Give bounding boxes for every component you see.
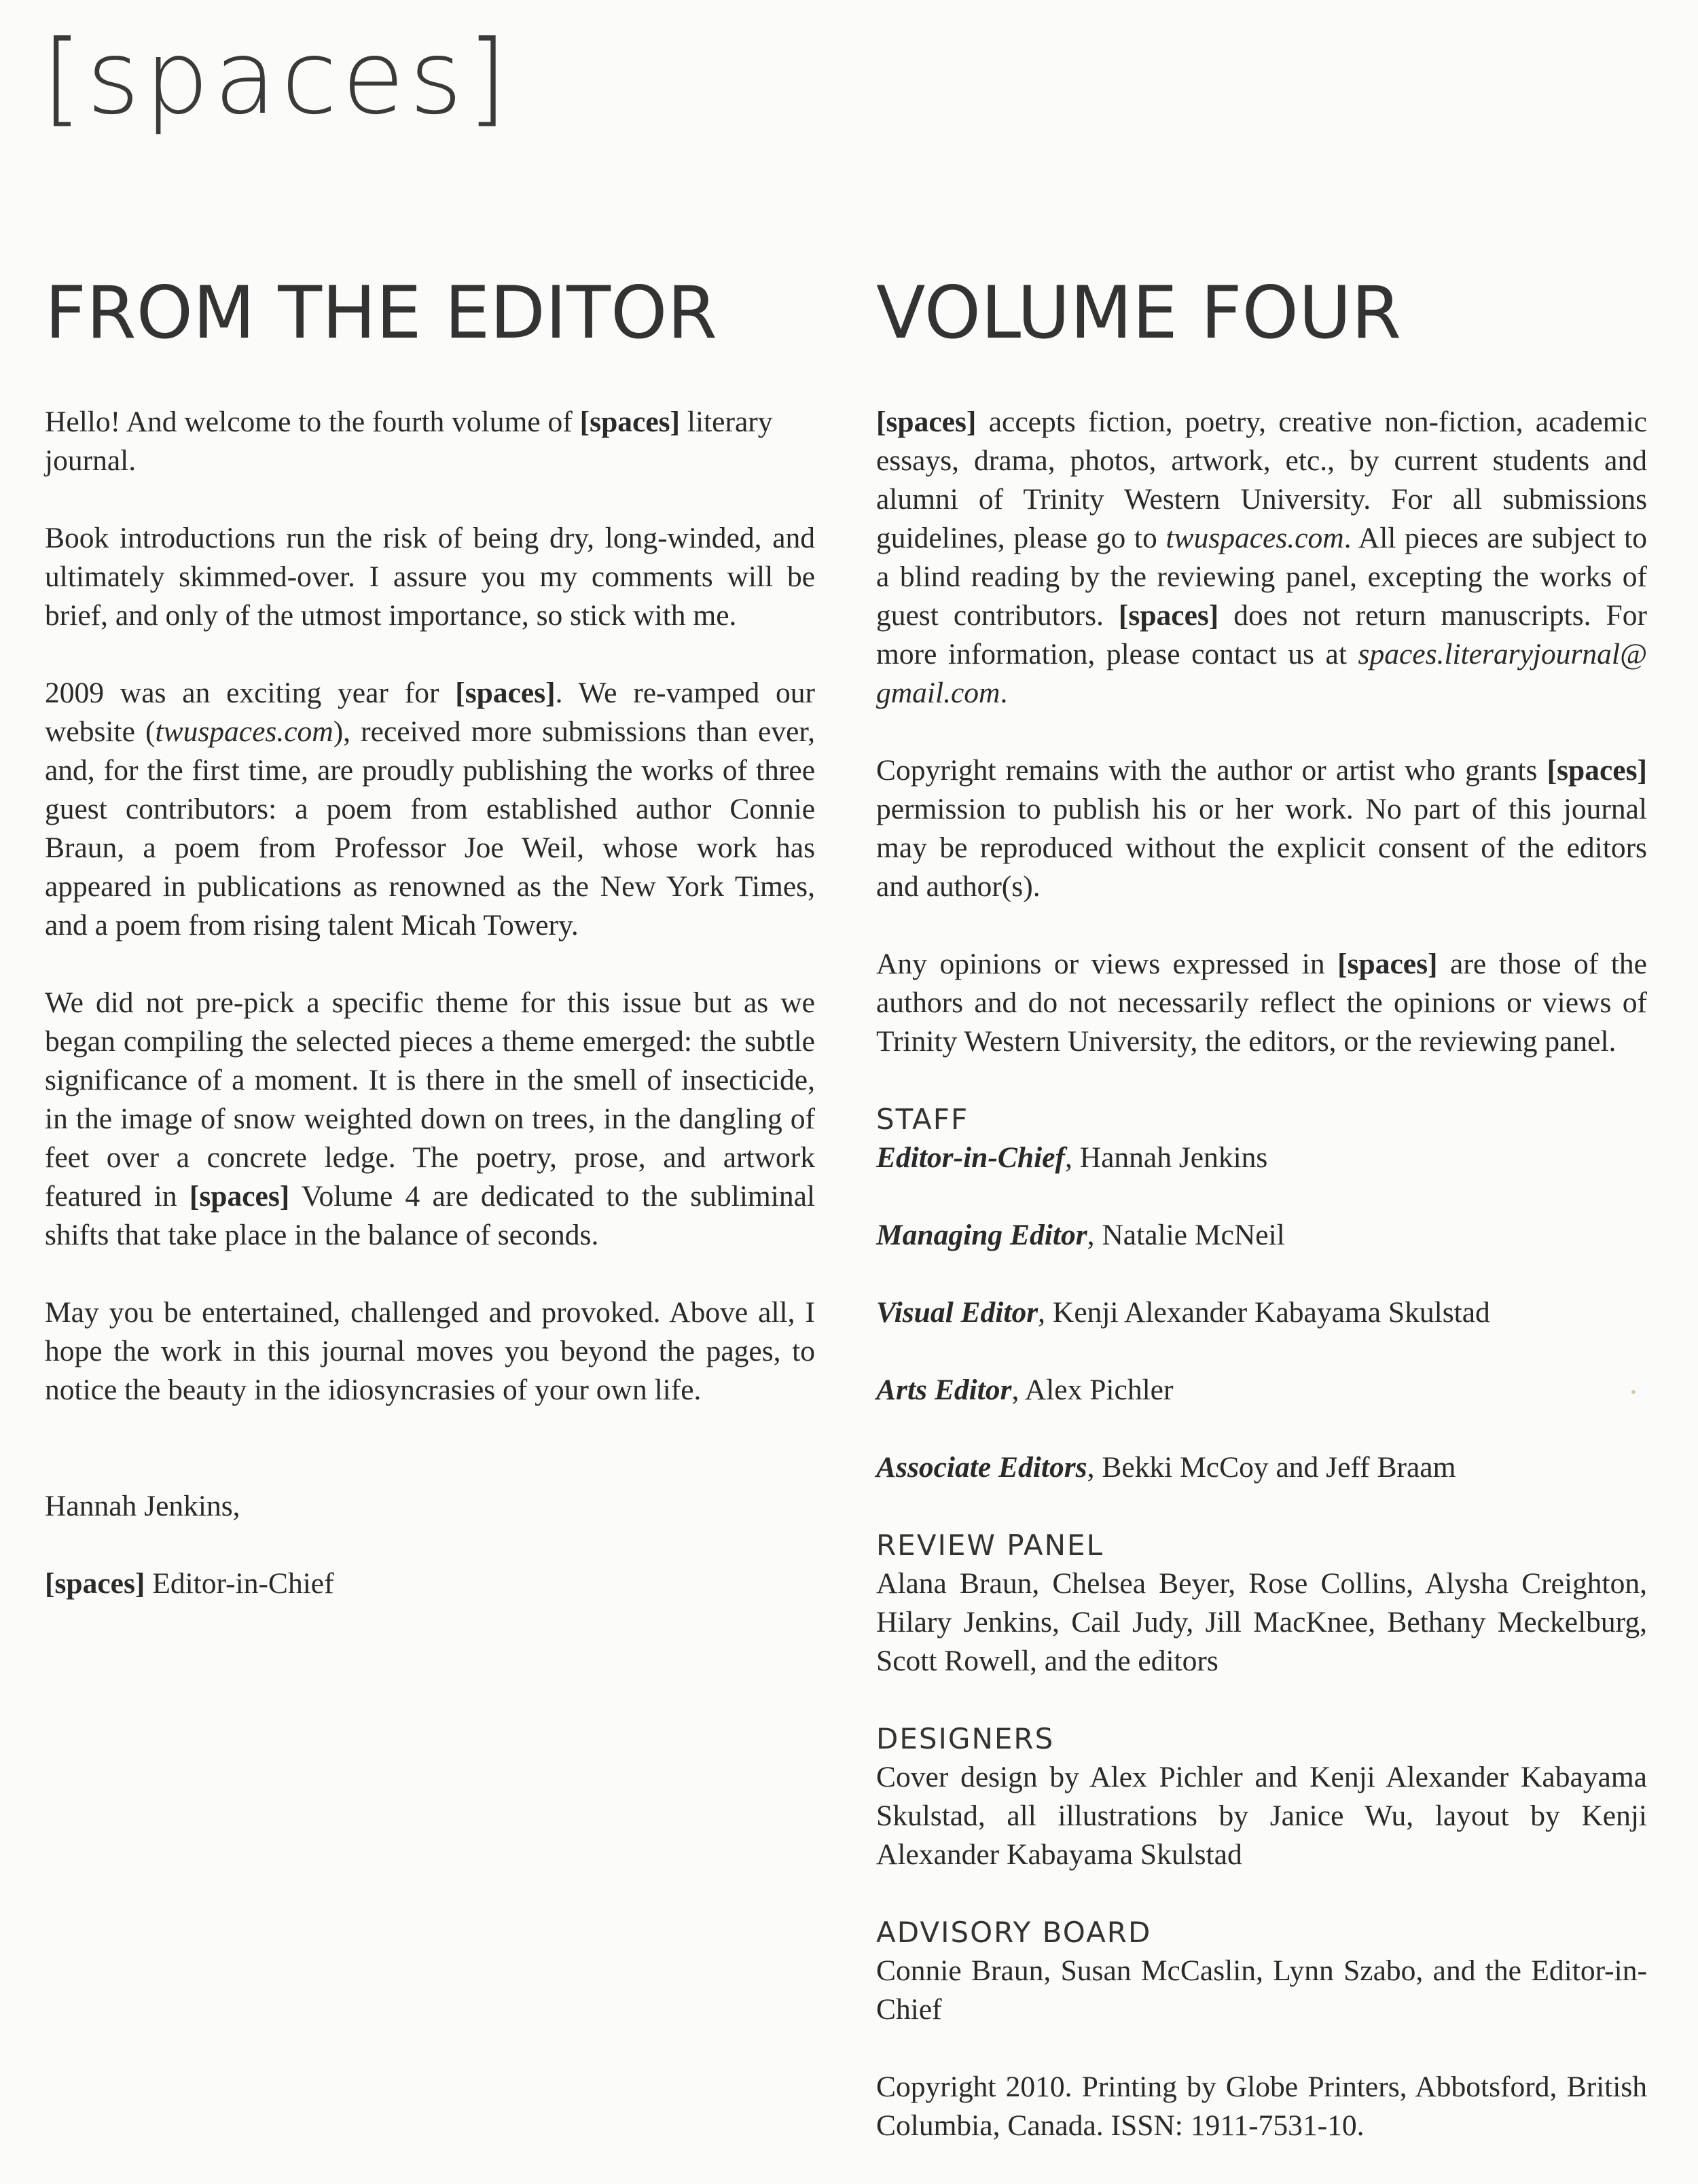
text: accepts fiction, poetry, creative non-fiction, academic essays, drama, photos, artwork, etc., by current students and alumni of Trinity Western University. For all submissions guidelines, please go to — [876, 406, 1647, 554]
designers-title: DESIGNERS — [876, 1722, 1055, 1755]
contact-email: spaces.literaryjournal@ gmail.com — [876, 638, 1647, 709]
volume-info — [876, 403, 1647, 2184]
staff-name: , Natalie McNeil — [1087, 1219, 1285, 1251]
website-reference: twuspaces.com — [155, 715, 333, 748]
editor-letter — [45, 403, 815, 1642]
staff-name: , Bekki McCoy and Jeff Braam — [1087, 1451, 1456, 1484]
editor-role — [45, 1564, 815, 1603]
opinions-paragraph — [876, 945, 1647, 1061]
staff-role: Arts Editor — [876, 1374, 1012, 1406]
designers-credits: Cover design by Alex Pichler and Kenji Alexander Kabayama Skulstad, all illustrations by Janice Wu, layout by Kenji Alexander Kabayama Skulstad — [876, 1761, 1647, 1871]
staff-member — [876, 1216, 1647, 1255]
text: Hello! And welcome to the fourth volume of — [45, 406, 580, 438]
submissions-paragraph — [876, 403, 1647, 713]
editor-paragraph-3 — [45, 674, 815, 945]
text: 2009 was an exciting year for — [45, 677, 456, 709]
spaces-tag: [spaces] — [455, 677, 556, 709]
staff-role: Visual Editor — [876, 1296, 1038, 1329]
staff-list — [876, 1139, 1647, 1487]
printing-copyright: Copyright 2010. Printing by Globe Printers, Abbotsford, British Columbia, Canada. ISSN: 1911-7531-10. — [876, 2071, 1647, 2142]
spaces-tag: [spaces] — [876, 406, 977, 438]
text: We did not pre-pick a specific theme for this issue but as we began compiling the selected pieces a theme emerged: the subtle significance of a moment. It is there in the smell of insecticide, in the image of snow weighted down on trees, in the dangling of feet over a concrete ledge. The poetry, prose, and artwork featured in — [45, 986, 815, 1213]
text: . — [1000, 677, 1008, 709]
staff-member — [876, 1139, 1647, 1177]
editor-paragraph-4 — [45, 984, 815, 1255]
spaces-tag: [spaces] — [1547, 754, 1647, 787]
copyright-paragraph — [876, 751, 1647, 906]
text: does not return manuscripts. For more information, please contact us at — [876, 599, 1647, 670]
text: . We re-vamped our website ( — [45, 677, 815, 748]
volume-heading: VOLUME FOUR — [876, 271, 1402, 355]
text: Any opinions or views expressed in — [876, 948, 1338, 980]
staff-role: Managing Editor — [876, 1219, 1087, 1251]
text: Copyright remains with the author or artist who grants — [876, 754, 1547, 787]
editor-paragraph-5: May you be entertained, challenged and provoked. Above all, I hope the work in this journal moves you beyond the pages, to notice the beauty in the idiosyncrasies of your own life. — [45, 1296, 815, 1406]
text: . All pieces are subject to a blind reading by the reviewing panel, excepting the works of guest contributors. — [876, 522, 1647, 632]
text: are those of the authors and do not necessarily reflect the opinions or views of Trinity Western University, the editors, or the reviewing panel. — [876, 948, 1647, 1058]
staff-role: Editor-in-Chief — [876, 1141, 1065, 1174]
staff-title: STAFF — [876, 1103, 969, 1136]
review-panel-list: Alana Braun, Chelsea Beyer, Rose Collins, Alysha Creighton, Hilary Jenkins, Cail Judy, Jill MacKnee, Bethany Meckelburg, Scott Rowell, and the editors — [876, 1567, 1647, 1677]
text: ), received more submissions than ever, and, for the first time, are proudly publishing the works of three guest contributors: a poem from established author Connie Braun, a poem from Professor Joe Weil, whose work has appeared in publications as renowned as the New York Times, and a poem from rising talent Micah Towery. — [45, 715, 816, 942]
staff-member — [876, 1293, 1647, 1332]
review-panel-title: REVIEW PANEL — [876, 1528, 1104, 1562]
editor-paragraph-1 — [45, 403, 815, 480]
staff-role: Associate Editors — [876, 1451, 1087, 1484]
spaces-tag: [spaces] — [579, 406, 681, 438]
website-reference: twuspaces.com — [1166, 522, 1344, 554]
spaces-tag: [spaces] — [1118, 599, 1219, 632]
text: literary journal. — [45, 406, 773, 477]
staff-name: , Hannah Jenkins — [1064, 1141, 1268, 1174]
editor-heading: FROM THE EDITOR — [45, 271, 718, 355]
spaces-tag: [spaces] — [45, 1567, 145, 1600]
speck-mark — [1631, 1390, 1636, 1394]
editor-paragraph-2: Book introductions run the risk of being dry, long-winded, and ultimately skimmed-over. I assure you my comments will be brief, and only of the utmost importance, so stick with me. — [45, 522, 815, 632]
advisory-board-list: Connie Braun, Susan McCaslin, Lynn Szabo, and the Editor-in-Chief — [876, 1954, 1647, 2026]
editor-signature: Hannah Jenkins, — [45, 1490, 240, 1522]
journal-logo: [spaces] — [42, 19, 512, 137]
staff-member — [876, 1371, 1647, 1410]
advisory-board-title: ADVISORY BOARD — [876, 1916, 1152, 1949]
text: Editor-in-Chief — [145, 1567, 334, 1600]
staff-member — [876, 1448, 1647, 1487]
staff-name: , Alex Pichler — [1011, 1374, 1174, 1406]
text: permission to publish his or her work. No part of this journal may be reproduced without the explicit consent of the editors and author(s). — [876, 793, 1647, 903]
spaces-tag: [spaces] — [189, 1180, 290, 1213]
staff-name: , Kenji Alexander Kabayama Skulstad — [1038, 1296, 1490, 1329]
text: Volume 4 are dedicated to the subliminal shifts that take place in the balance of seconds. — [45, 1180, 815, 1251]
spaces-tag: [spaces] — [1337, 948, 1438, 980]
